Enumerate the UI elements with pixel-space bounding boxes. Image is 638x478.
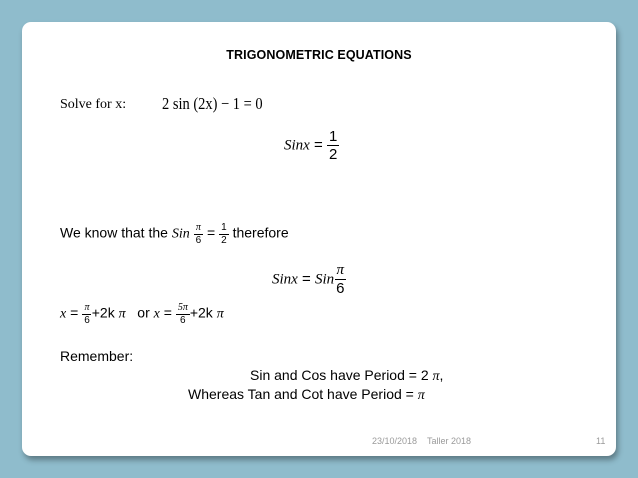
sol2-add: +2k	[189, 304, 217, 321]
sol2-equals: =	[163, 304, 172, 321]
sol2-fraction	[176, 302, 190, 326]
period-sin-cos	[250, 367, 443, 385]
sol-or: or	[125, 304, 154, 321]
step1-denominator: 2	[328, 146, 338, 164]
main-equation: 2 sin (2x) − 1 = 0	[162, 94, 263, 113]
step1-equals: =	[314, 136, 323, 154]
step2-lhs: Sinx	[272, 271, 298, 288]
known-fraction-1	[194, 222, 204, 246]
sol1-fraction	[82, 302, 92, 326]
period1-end: ,	[439, 367, 444, 383]
sol2-num: 5π	[177, 302, 188, 313]
known-frac1-den: 6	[195, 234, 202, 246]
known-frac1-num: π	[195, 222, 201, 233]
step1-numerator: 1	[328, 128, 338, 145]
known-prefix: We know that the	[60, 224, 172, 241]
step2-equation	[272, 262, 346, 298]
slide	[22, 22, 616, 456]
step1-fraction	[327, 128, 339, 164]
known-value-line	[60, 222, 289, 246]
known-frac2-num: 1	[221, 222, 227, 233]
sol2-den: 6	[180, 314, 186, 326]
period1-pi: π	[432, 369, 440, 384]
solve-label: Solve for x:	[60, 97, 127, 112]
period1-text: Sin and Cos have Period = 2	[250, 367, 433, 383]
known-fraction-2	[219, 222, 229, 246]
known-suffix: therefore	[228, 224, 289, 241]
sol1-equals: =	[70, 304, 79, 321]
remember-label: Remember:	[60, 348, 134, 364]
footer-name: Taller 2018	[427, 436, 472, 446]
sol1-pi: π	[118, 306, 126, 322]
step2-fraction	[334, 262, 346, 298]
period2-pi: π	[417, 388, 425, 403]
sol2-pi: π	[216, 306, 224, 322]
step1-lhs: Sinx	[284, 137, 310, 154]
known-equals: =	[207, 224, 216, 241]
period-tan-cot	[188, 386, 425, 404]
sol1-add: +2k	[91, 304, 119, 321]
known-sin: Sin	[171, 226, 190, 242]
step2-numerator: π	[335, 262, 347, 280]
sol1-num: π	[84, 302, 90, 313]
sol1-den: 6	[84, 314, 90, 326]
step1-equation	[284, 128, 339, 164]
sol1-x: x	[60, 306, 67, 322]
footer-page-number: 11	[596, 436, 606, 446]
step2-denominator: 6	[336, 280, 345, 298]
known-frac2-den: 2	[221, 234, 227, 246]
slide-title: TRIGONOMETRIC EQUATIONS	[226, 48, 412, 62]
period2-text: Whereas Tan and Cot have Period =	[188, 386, 418, 402]
solutions-line	[60, 302, 224, 326]
step2-equals: =	[302, 270, 311, 288]
step2-sin: Sin	[314, 271, 335, 288]
sol2-x: x	[153, 306, 160, 322]
footer-date: 23/10/2018	[372, 436, 418, 446]
